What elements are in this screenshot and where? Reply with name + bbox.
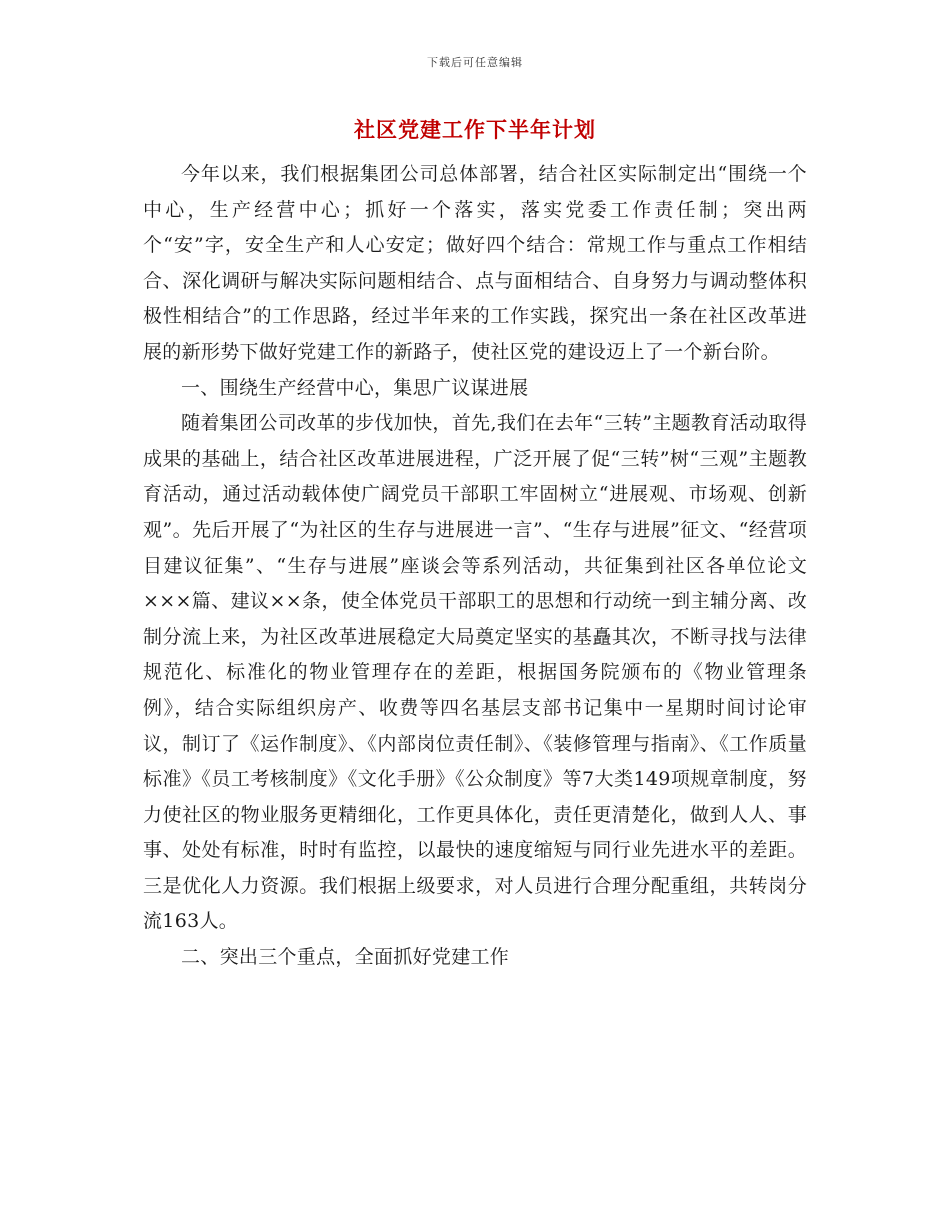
page-header-note: 下载后可任意编辑 xyxy=(427,56,523,69)
section-1-paragraph: 随着集团公司改革的步伐加快，首先,我们在去年“三转”主题教育活动取得成果的基础上，结合社区改革进展进程，广泛开展了促“三转”树“三观”主题教育活动，通过活动载体使广阔党员干部职工牢固树立“进展观、市场观、创新观”。先后开展了“为社区的生存与进展进一言”、“生存与进展”征文、“经营项目建议征集”、“生存与进展”座谈会等系列活动，共征集到社区各单位论文×××篇、建议××条，使全体党员干部职工的思想和行动统一到主辅分离、改制分流上来，为社区改革进展稳定大局奠定坚实的基矗其次，不断寻找与法律规范化、标准化的物业管理存在的差距，根据国务院颁布的《物业管理条例》，结合实际组织房产、收费等四名基层支部书记集中一星期时间讨论审议，制订了《运作制度》、《内部岗位责任制》、《装修管理与指南》、《工作质量标准》《员工考核制度》《文化手册》《公众制度》等7大类149项规章制度，努力使社区的物业服务更精细化，工作更具体化，责任更清楚化，做到人人、事事、处处有标准，时时有监控，以最快的速度缩短与同行业先进水平的差距。三是优化人力资源。我们根据上级要求，对人员进行合理分配重组，共转岗分流163人。 xyxy=(143,412,807,933)
intro-paragraph: 今年以来，我们根据集团公司总体部署，结合社区实际制定出“围绕一个中心，生产经营中心；抓好一个落实，落实党委工作责任制；突出两个“安”字，安全生产和人心安定；做好四个结合：常规工作与重点工作相结合、深化调研与解决实际问题相结合、点与面相结合、自身努力与调动整体积极性相结合”的工作思路，经过半年来的工作实践，探究出一条在社区改革进展的新形势下做好党建工作的新路子，使社区党的建设迈上了一个新台阶。 xyxy=(143,163,807,363)
section-heading-1: 一、围绕生产经营中心，集思广议谋进展 xyxy=(181,376,529,399)
document-title: 社区党建工作下半年计划 xyxy=(354,117,596,142)
document-body xyxy=(143,157,807,976)
section-heading-2: 二、突出三个重点，全面抓好党建工作 xyxy=(181,946,510,969)
